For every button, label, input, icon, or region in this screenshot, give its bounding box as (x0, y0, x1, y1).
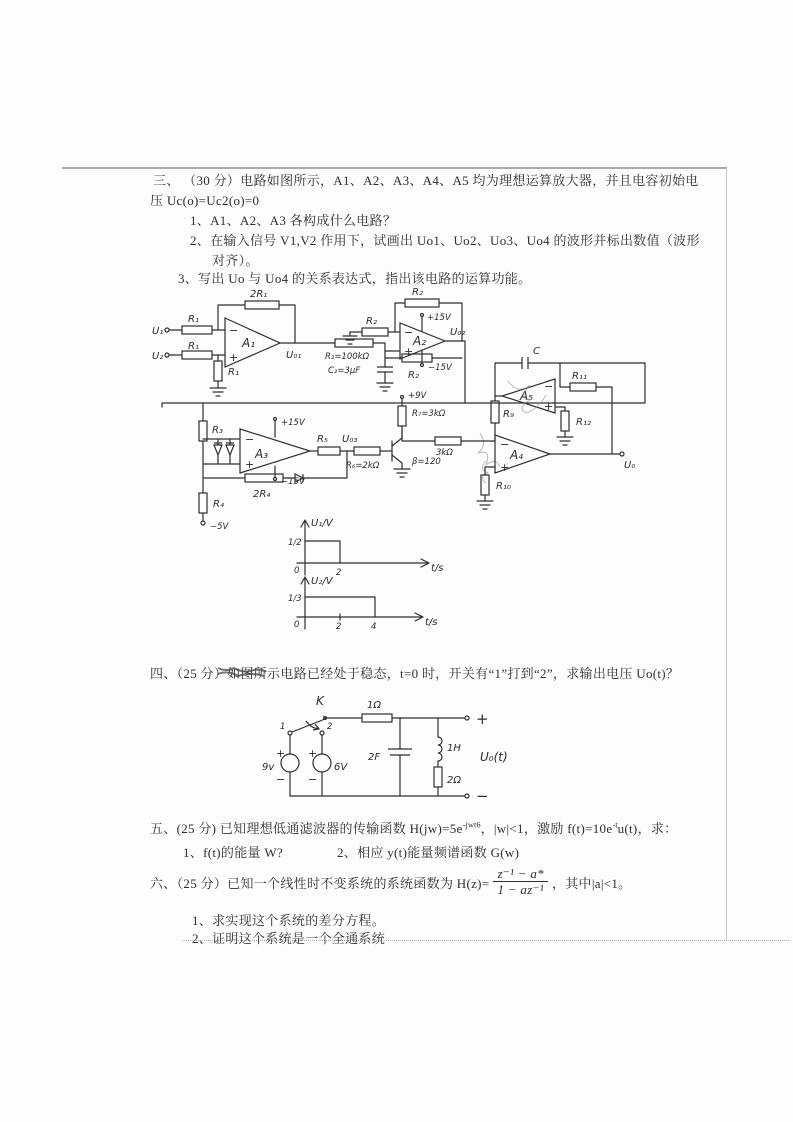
a5-minus: − (544, 380, 554, 393)
ink-scribble-over-text (216, 662, 268, 682)
a4-minus: − (500, 438, 510, 451)
label-r2a: R₂ (412, 287, 423, 298)
capacitor-c (522, 357, 528, 369)
scan-border-top (62, 167, 727, 169)
resistor-r7 (398, 406, 406, 426)
a2-plus: + (404, 345, 414, 358)
scan-border-right (726, 168, 727, 941)
wave2-y-axis (301, 577, 309, 629)
q6-item2: 2、证明这个系统是一个全通系统 (192, 931, 386, 946)
label-r1c: R₁ (228, 367, 239, 378)
label-m15-a2: −15V (428, 363, 452, 373)
label-uo3: U₀₃ (342, 434, 358, 445)
resistor-r3 (199, 421, 207, 441)
label-r2-100k: R₂=100kΩ (325, 352, 370, 362)
q3-item1: 1、A1、A2、A3 各构成什么电路？ (190, 213, 397, 228)
label-r2b: R₂ (366, 316, 377, 327)
label-uo2: U₀₂ (450, 327, 466, 338)
capacitor-c2 (377, 367, 393, 372)
q5-text-2: ，|w|<1，激励 f(t)=10e (480, 821, 613, 836)
resistor-2r1 (245, 301, 279, 309)
q4-header: 四、（25 分）如图所示电路已经处于稳态，t=0 时，开关有“1”打到“2”，求输出电压 Uo(t)？ (150, 666, 680, 681)
resistor-r4 (199, 493, 207, 513)
label-m5v: −5V (210, 522, 229, 532)
ground-3 (377, 383, 393, 391)
label-r8: 3kΩ (436, 448, 453, 458)
q5-exponent-2: -t (612, 819, 618, 830)
resistor-r2a (405, 299, 439, 307)
a4-plus: + (500, 461, 510, 474)
label-uo: U₀ (624, 460, 636, 471)
label-9v-minus: − (276, 773, 286, 786)
label-9v: 9v (262, 762, 275, 773)
label-k: K (316, 694, 324, 708)
q5-text-3: u(t)，求： (617, 821, 678, 836)
label-a3: A₃ (255, 447, 269, 461)
switch-blade (292, 719, 325, 732)
diode-b (226, 439, 234, 464)
label-p15-a3: +15V (281, 418, 305, 428)
label-r9: R₉ (503, 409, 514, 420)
q6-suffix: ，其中|a|<1。 (551, 875, 632, 891)
wave2-t4: 4 (371, 622, 377, 632)
wave2-xlabel: t/s (425, 617, 438, 628)
wave1-pulse (305, 541, 340, 563)
ground-1 (210, 388, 226, 396)
label-p15-a2: +15V (427, 313, 451, 323)
wave1-xlabel: t/s (431, 563, 444, 574)
wave1-zero: 0 (294, 566, 300, 576)
label-6v-minus: − (308, 773, 318, 786)
wave2-x-axis (297, 613, 423, 621)
diode-a (214, 439, 222, 464)
q3-item2-line2: 对齐）。 (212, 253, 259, 268)
label-6v: 6V (334, 762, 348, 773)
bjt-ce (392, 431, 402, 469)
label-r7: R₇=3kΩ (412, 409, 446, 419)
resistor-r6 (354, 447, 380, 455)
capacitor-2f (388, 749, 412, 755)
label-n2: 2 (327, 722, 333, 732)
q5-text-1: 五、(25 分) 已知理想低通滤波器的传输函数 H(jw)=5e (150, 821, 463, 836)
label-u2: U₂ (152, 351, 164, 362)
resistor-r8 (435, 437, 461, 445)
label-u1: U₁ (152, 326, 164, 337)
ground-5 (394, 469, 410, 477)
resistor-2ohm (434, 767, 442, 787)
label-r2c: R₂ (408, 370, 419, 381)
resistor-r2b (362, 328, 388, 336)
q6-denominator: 1 − az⁻¹ (493, 881, 548, 897)
label-2r1: 2R₁ (250, 289, 268, 300)
label-2f: 2F (368, 752, 381, 763)
a3-plus: + (245, 458, 255, 471)
q6-header (150, 866, 631, 898)
q5-header (150, 818, 677, 837)
label-a1: A₁ (242, 336, 256, 350)
q3-item3: 3、写出 Uo 与 Uo4 的关系表达式，指出该电路的运算功能。 (178, 271, 532, 286)
label-out-minus: − (476, 787, 489, 805)
ground-2 (343, 332, 357, 344)
label-r12: R₁₂ (576, 417, 591, 428)
label-c: C (533, 346, 540, 357)
label-1ohm: 1Ω (367, 700, 382, 711)
resistor-r12 (561, 411, 569, 431)
inductor-1h (438, 737, 442, 761)
q3-circuit-figure (150, 283, 710, 648)
label-a5: A₅ (520, 389, 534, 403)
a1-minus: − (229, 324, 239, 337)
resistor-1ohm (362, 714, 392, 722)
q5-exponent-1: -jwt6 (462, 819, 481, 830)
label-r11: R₁₁ (572, 371, 587, 382)
resistor-r5 (318, 447, 340, 455)
terminal-uo (620, 452, 624, 456)
wave1-ylabel: U₁/V (311, 518, 333, 529)
resistor-2r4 (245, 474, 283, 482)
q3-item2-line1: 2、在输入信号 V1,V2 作用下，试画出 Uo1、Uo2、Uo3、Uo4 的波形并标出数值（波形 (190, 233, 700, 248)
label-beta: β=120 (412, 457, 441, 467)
label-9v-plus: + (276, 747, 286, 760)
label-r4: R₄ (213, 499, 224, 510)
label-a2: A₂ (413, 334, 427, 348)
q3-header-line2: 压 Uc(o)=Uc2(o)=0 (150, 193, 260, 208)
label-c2: C₂=3μF (328, 366, 361, 376)
label-2r4: 2R₄ (253, 489, 271, 500)
label-out-plus: + (476, 710, 489, 728)
resistor-r1c (214, 361, 222, 381)
label-r5: R₅ (317, 434, 328, 445)
wave2-t2: 2 (336, 622, 342, 632)
a5-plus: + (544, 400, 554, 413)
label-r10: R₁₀ (496, 481, 511, 492)
label-r1a: R₁ (188, 314, 199, 325)
label-p9v: +9V (408, 391, 427, 401)
wave2-ylabel: U₂/V (311, 576, 333, 587)
label-uot: U₀(t) (480, 750, 508, 764)
q6-numerator: z⁻¹ − a* (497, 866, 544, 881)
label-r6: R₆=2kΩ (346, 461, 380, 471)
resistor-r1a (182, 326, 212, 334)
ground-4 (557, 437, 573, 445)
label-r1b: R₁ (188, 341, 199, 352)
q5-item2: 2、相应 y(t)能量频谱函数 G(w) (337, 845, 520, 860)
terminal-u1 (165, 328, 169, 332)
wave2-level: 1/3 (288, 594, 302, 604)
label-n1: 1 (280, 722, 286, 732)
resistor-r9 (491, 401, 499, 423)
label-uo1: U₀₁ (286, 350, 302, 361)
wave1-y-axis (301, 520, 309, 575)
label-a4: A₄ (510, 448, 524, 462)
q6-fraction (493, 866, 548, 898)
terminal-u2 (165, 353, 169, 357)
q6-item1: 1、求实现这个系统的差分方程。 (192, 913, 386, 928)
wave1-level: 1/2 (288, 538, 302, 548)
wave1-x-axis (297, 559, 429, 567)
label-m15-a3: −15V (281, 477, 305, 487)
a1-plus: + (229, 351, 239, 364)
ground-6 (477, 501, 493, 509)
label-1h: 1H (447, 743, 461, 754)
resistor-r1b (182, 351, 212, 359)
resistor-r11 (570, 383, 596, 391)
pencil-scribble-2 (478, 433, 500, 467)
q6-prefix: 六、（25 分）已知一个线性时不变系统的系统函数为 H(z)= (150, 875, 490, 891)
a2-minus: − (404, 326, 414, 339)
q3-header-line1: 三、 （30 分）电路如图所示，A1、A2、A3、A4、A5 均为理想运算放大器，并且电容初始电 (153, 173, 699, 188)
wave2-zero: 0 (294, 620, 300, 630)
wave1-t2: 2 (336, 568, 342, 578)
label-r3: R₃ (212, 425, 223, 436)
q4-circuit-figure (240, 693, 550, 818)
label-6v-plus: + (308, 747, 318, 760)
label-2ohm: 2Ω (447, 775, 462, 786)
a3-minus: − (245, 433, 255, 446)
q5-item1: 1、f(t)的能量 W? (183, 845, 283, 860)
